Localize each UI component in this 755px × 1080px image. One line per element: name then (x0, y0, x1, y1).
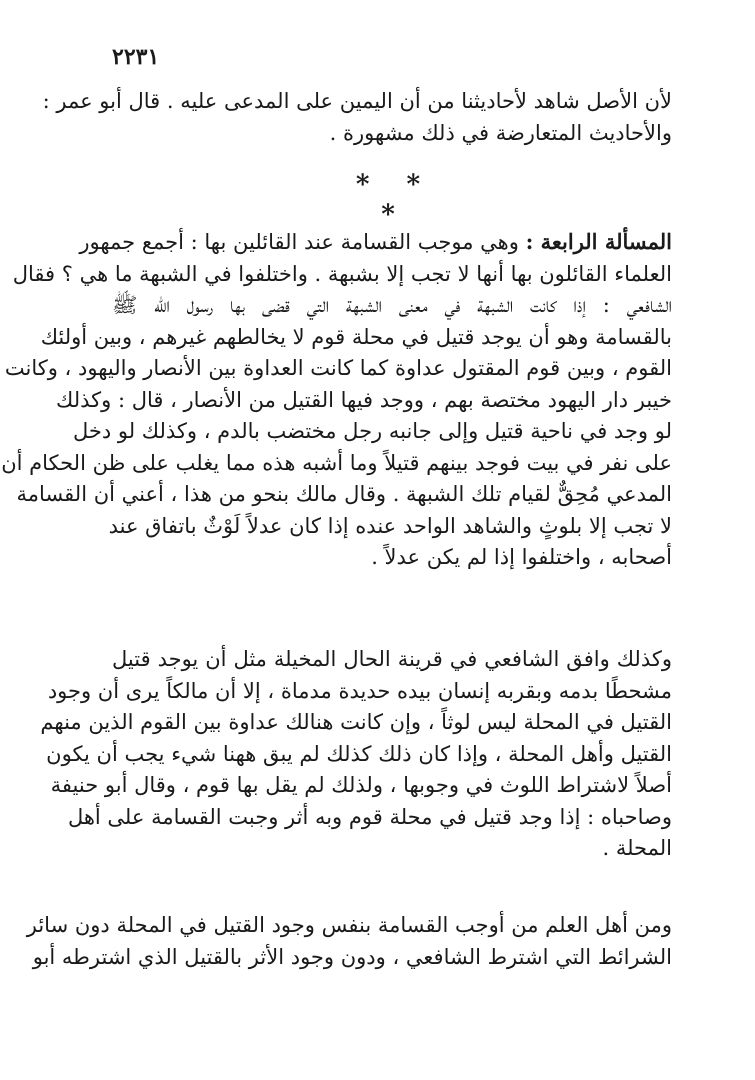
text-line (79, 226, 672, 259)
section-separator: * * * (355, 170, 435, 230)
text-fragment: وهي موجب القسامة عند القائلين بها : أجمع جمهور (79, 230, 526, 254)
paragraph-2 (1, 226, 672, 574)
text-line: القتيل وأهل المحلة ، وإذا كان ذلك كذلك لم يبق ههنا شيء يجب أن يكون (46, 741, 672, 766)
issue-heading: المسألة الرابعة : (525, 229, 672, 254)
text-line: القوم ، وبين قوم المقتول عداوة كما كانت العداوة بين الأنصار واليهود ، وكانت (4, 356, 672, 380)
paragraph-1 (42, 86, 672, 149)
text-line: لا تجب إلا بلوثٍ والشاهد الواحد عنده إذا كان عدلاً لَوْثٌ باتفاق عند (108, 513, 672, 538)
text-line: لأن الأصل شاهد لأحاديثنا من أن اليمين على المدعى عليه . قال أبو عمر : (42, 89, 672, 113)
text-line: المحلة . (602, 836, 672, 860)
text-line: على نفر في بيت فوجد بينهم قتيلاً وما أشبه هذه مما يغلب على ظن الحكام أن (1, 450, 672, 475)
paragraph-4 (26, 910, 672, 973)
text-line: والأحاديث المتعارضة في ذلك مشهورة . (329, 120, 672, 145)
text-line: الشرائط التي اشترط الشافعي ، ودون وجود الأثر بالقتيل الذي اشترطه أبو (32, 944, 672, 969)
text-line: العلماء القائلون بها أنها لا تجب إلا بشبهة . واختلفوا في الشبهة ما هي ؟ فقال (12, 261, 672, 286)
text-line: المدعي مُحِقٌّ لقيام تلك الشبهة . وقال مالك بنحو من هذا ، أعني أن القسامة (16, 482, 672, 506)
text-line: أصحابه ، واختلفوا إذا لم يكن عدلاً . (371, 545, 672, 569)
text-line: مشحطًا بدمه وبقربه إنسان بيده حديدة مدماة ، إلا أن مالكاً يرى أن وجود (47, 678, 672, 703)
text-line: لو وجد في ناحية قتيل وإلى جانبه رجل مختضب بالدم ، وكذلك لو دخل (72, 419, 672, 443)
text-line: وكذلك وافق الشافعي في قرينة الحال المخيلة مثل أن يوجد قتيل (112, 647, 672, 671)
text-line: بالقسامة وهو أن يوجد قتيل في محلة قوم لا يخالطهم غيرهم ، وبين أولئك (40, 324, 672, 349)
text-line: القتيل في المحلة ليس لوثاً ، وإن كانت هنالك عداوة بين القوم الذين منهم (40, 710, 672, 734)
page-number: ٢٢٣١ (112, 44, 160, 70)
text-line: خيبر دار اليهود مختصة بهم ، ووجد فيها القتيل من الأنصار ، قال : وكذلك (56, 387, 672, 412)
text-line: الشافعي : إذا كانت الشبهة في معنى الشبهة التي قضى بها رسول الله ﷺ (112, 293, 672, 317)
text-line: ومن أهل العلم من أوجب القسامة بنفس وجود القتيل في المحلة دون سائر (26, 913, 672, 937)
text-line: وصاحباه : إذا وجد قتيل في محلة قوم وبه أثر وجبت القسامة على أهل (67, 804, 672, 829)
text-line: أصلاً لاشتراط اللوث في وجوبها ، ولذلك لم يقل بها قوم ، وقال أبو حنيفة (50, 773, 672, 797)
paragraph-3 (40, 644, 672, 865)
